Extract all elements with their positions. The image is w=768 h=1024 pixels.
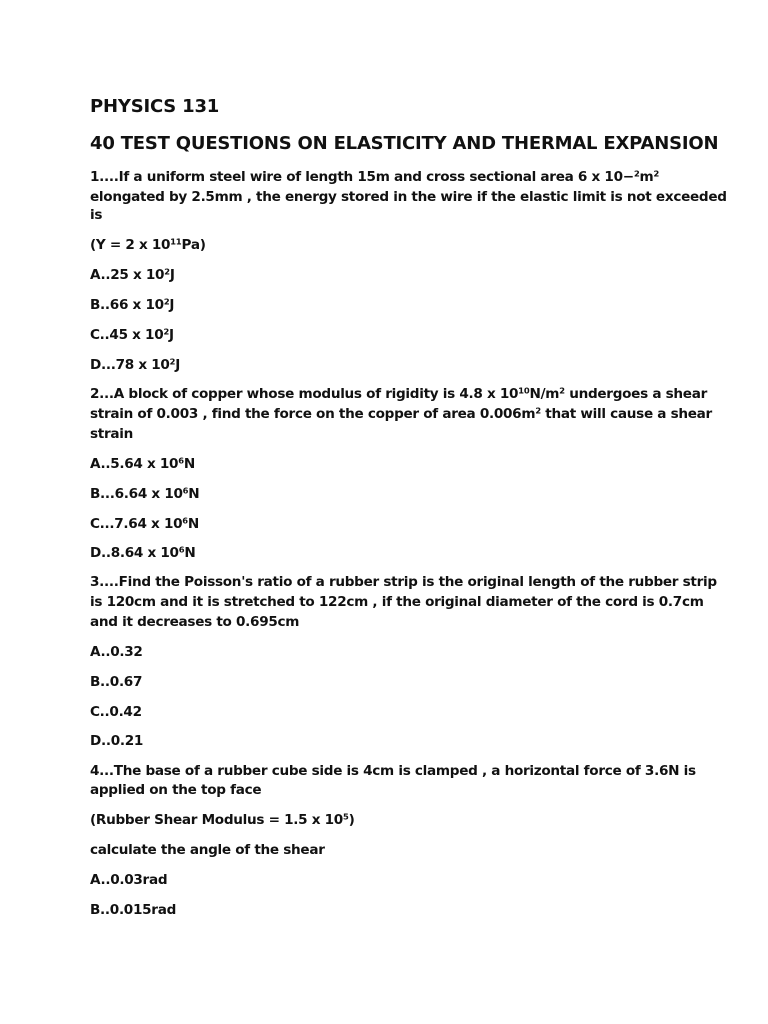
question-3-text-line: 3....Find the Poisson's ratio of a rubber strip is the original length of the rubber strip	[90, 574, 717, 590]
question-2-text-line: strain of 0.003 , find the force on the copper of area 0.006m² that will cause a shear	[90, 406, 712, 422]
question-4-given: (Rubber Shear Modulus = 1.5 x 10⁵)	[90, 812, 355, 828]
option-a: A..0.03rad	[90, 872, 168, 888]
option-d: D..0.21	[90, 733, 144, 749]
option-b: B..66 x 10²J	[90, 297, 175, 313]
option-c: C..0.42	[90, 704, 142, 720]
question-4-text-line: applied on the top face	[90, 782, 262, 798]
option-a: A..0.32	[90, 644, 143, 660]
option-a: A..5.64 x 10⁶N	[90, 456, 195, 472]
question-4-text-line: 4...The base of a rubber cube side is 4cm is clamped , a horizontal force of 3.6N is	[90, 763, 696, 779]
question-1-given: (Y = 2 x 10¹¹Pa)	[90, 237, 206, 253]
document-title: 40 TEST QUESTIONS ON ELASTICITY AND THERMAL EXPANSION	[90, 133, 719, 154]
option-c: C...7.64 x 10⁶N	[90, 516, 199, 532]
question-3-text-line: is 120cm and it is stretched to 122cm , if the original diameter of the cord is 0.7cm	[90, 594, 704, 610]
question-3-text-line: and it decreases to 0.695cm	[90, 614, 300, 630]
option-a: A..25 x 10²J	[90, 267, 175, 283]
question-1-text-line: 1....If a uniform steel wire of length 15m and cross sectional area 6 x 10−²m²	[90, 169, 659, 185]
option-d: D..8.64 x 10⁶N	[90, 545, 196, 561]
option-b: B..0.67	[90, 674, 143, 690]
question-4-extra: calculate the angle of the shear	[90, 842, 325, 858]
question-1-text-line: is	[90, 207, 103, 223]
question-2-text-line: 2...A block of copper whose modulus of rigidity is 4.8 x 10¹⁰N/m² undergoes a shear	[90, 386, 707, 402]
question-1-text-line: elongated by 2.5mm , the energy stored in the wire if the elastic limit is not exceeded	[90, 189, 727, 205]
option-d: D...78 x 10²J	[90, 357, 180, 373]
option-b: B...6.64 x 10⁶N	[90, 486, 200, 502]
option-b: B..0.015rad	[90, 902, 176, 918]
course-heading: PHYSICS 131	[90, 96, 220, 117]
question-2-text-line: strain	[90, 426, 134, 442]
option-c: C..45 x 10²J	[90, 327, 174, 343]
